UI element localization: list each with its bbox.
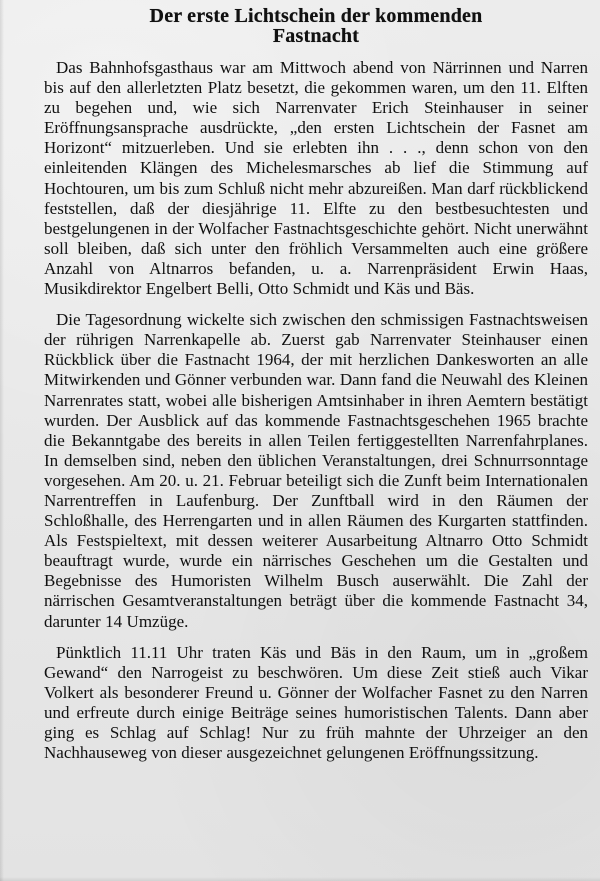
article-paragraph-3: Pünktlich 11.11 Uhr traten Käs und Bäs in den Raum, um in „großem Gewand“ den Narrogeist zu beschwören. Um diese Zeit stieß auch Vikar Volkert als besonderer Freund u. Gönner der Wolfacher Fasnet zu den Narren und erfreute durch einige Beiträge seines humoristischen Talents. Dann aber ging es Schlag auf Schlag! Nur zu früh mahnte der Uhrzeiger an den Nachhauseweg von dieser ausgezeichnet gelungenen Eröffnungssitzung. (44, 642, 588, 763)
article-paragraph-1: Das Bahnhofsgasthaus war am Mittwoch abend von Närrinnen und Narren bis auf den allerletzten Platz besetzt, die gekommen waren, um den 11. Elften zu begehen und, wie sich Narrenvater Erich Steinhauser in seiner Eröffnungsansprache ausdrückte, „den ersten Lichtschein der Fasnet am Horizont“ mitzuerleben. Und sie erlebten ihn . . ., denn schon von den einleitenden Klängen des Michelesmarsches ab lief die Stimmung auf Hochtouren, um bis zum Schluß nicht mehr abzureißen. Man darf rückblickend feststellen, daß der diesjährige 11. Elfte zu den bestbesuchtesten und bestgelungenen in der Wolfacher Fastnachtsgeschichte gehört. Nicht unerwähnt soll bleiben, daß sich unter den fröhlich Versammelten auch eine größere Anzahl von Altnarros befanden, u. a. Narrenpräsident Erwin Haas, Musikdirektor Engelbert Belli, Otto Schmidt und Käs und Bäs. (44, 58, 588, 299)
article-title (44, 6, 588, 46)
article-body (44, 58, 588, 763)
article-paragraph-2: Die Tagesordnung wickelte sich zwischen den schmissigen Fastnachtsweisen der rührigen Narrenkapelle ab. Zuerst gab Narrenvater Steinhauser einen Rückblick über die Fastnacht 1964, der mit herzlichen Dankesworten an alle Mitwirkenden und Gönner verbunden war. Dann fand die Neuwahl des Kleinen Narrenrates statt, wobei alle bisherigen Amtsinhaber in ihren Aemtern bestätigt wurden. Der Ausblick auf das kommende Fastnachtsgeschehen 1965 brachte die Bekanntgabe des bereits in allen Teilen fertiggestellten Narrenfahrplanes. In demselben sind, neben den üblichen Veranstaltungen, drei Schnurrsonntage vorgesehen. Am 20. u. 21. Februar beteiligt sich die Zunft beim Internationalen Narrentreffen in Laufenburg. Der Zunftball wird in den Räumen der Schloßhalle, des Herrengarten und in allen Räumen des Kurgarten stattfinden. Als Festspieltext, mit dessen weiterer Ausarbeitung Altnarro Otto Schmidt beauftragt wurde, wurde ein närrisches Geschehen um die Gestalten und Begebnisse des Humoristen Wilhelm Busch auserwählt. Die Zahl der närrischen Gesamtveranstaltungen beträgt über die kommende Fastnacht 34, darunter 14 Umzüge. (44, 310, 588, 631)
scan-shadow-left (0, 0, 4, 881)
article-title-line-2: Fastnacht (272, 25, 360, 47)
scan-shadow-bottom (0, 877, 600, 881)
article-title-line-1: Der erste Lichtschein der kommenden (149, 5, 483, 27)
